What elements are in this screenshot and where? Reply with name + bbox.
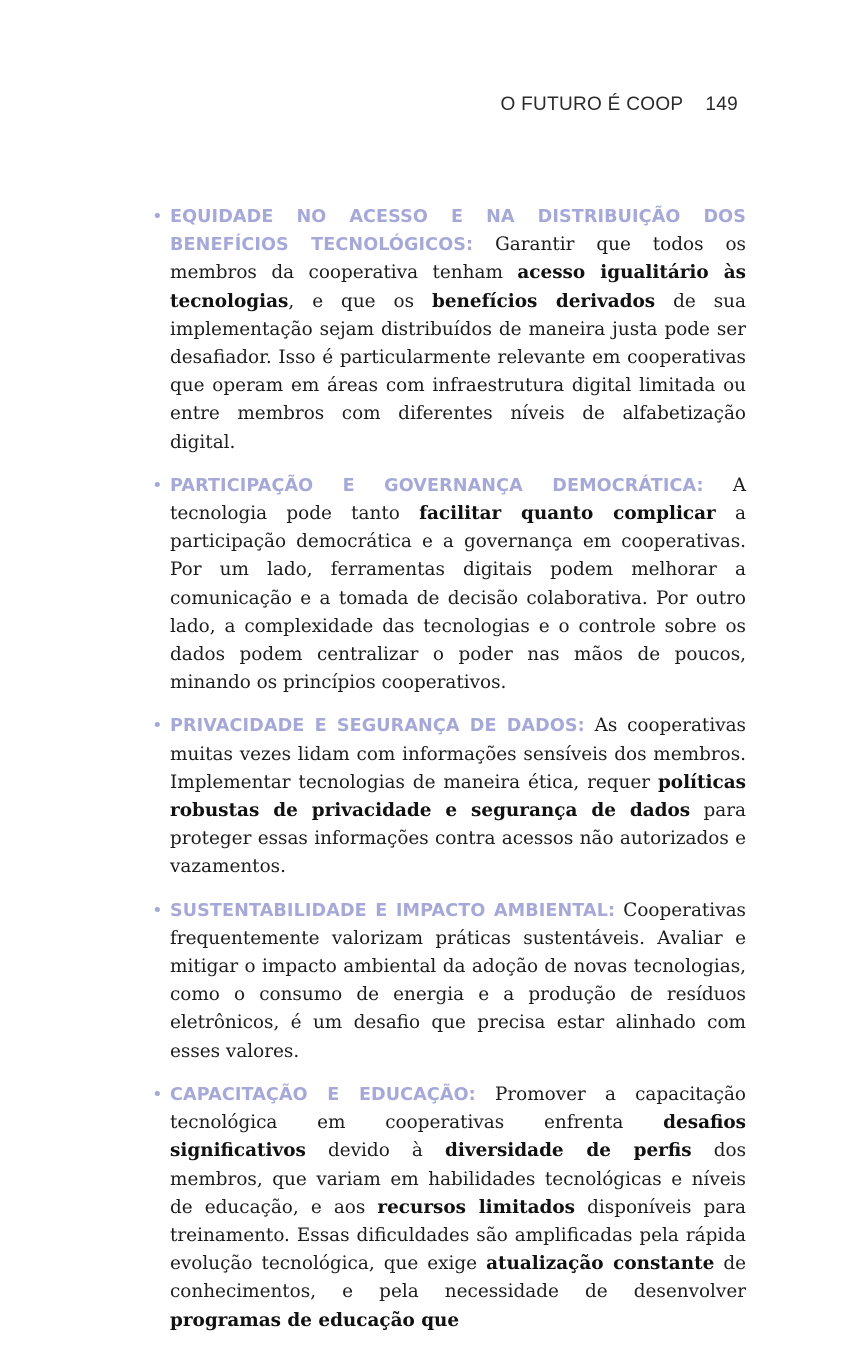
bullet-dot-icon: • — [152, 715, 163, 737]
list-item — [152, 203, 746, 457]
body-text: devido à — [305, 1140, 446, 1162]
emphasis-text: benefícios derivados — [432, 290, 656, 312]
body-text: Cooperativas frequentemente valorizam práticas sustentáveis. Avaliar e mitigar o impacto ambiental da adoção de novas tecnologias, como o consumo de energia e a produção de resíduos eletrônicos, é um desafio que precisa estar alinhado com esses valores. — [170, 899, 746, 1062]
bullet-dot-icon: • — [152, 899, 163, 921]
body-text: de sua implementação sejam distribuídos de maneira justa pode ser desafiador. Isso é particularmente relevante em cooperativas que operam em áreas com infraestrutura digital limitada ou entre membros com diferentes níveis de alfabetização digital. — [170, 290, 746, 453]
body-text: , e que os — [288, 290, 432, 312]
body-text: de conhecimentos, e pela necessidade de desenvolver — [170, 1253, 746, 1303]
emphasis-text: diversidade de perfis — [445, 1140, 692, 1162]
bullet-dot-icon: • — [152, 1083, 163, 1105]
emphasis-text: recursos limitados — [377, 1196, 576, 1218]
body-text: Garantir que todos os membros da cooperativa tenham — [170, 234, 746, 284]
body-text: As cooperativas muitas vezes lidam com informações sensíveis dos membros. Implementar tecnologias de maneira ética, requer — [170, 715, 746, 793]
body-text: dos membros, que variam em habilidades tecnológicas e níveis de educação, e aos — [170, 1140, 747, 1218]
item-title: SUSTENTABILIDADE E IMPACTO AMBIENTAL: — [170, 900, 616, 921]
emphasis-text: facilitar quanto complicar — [419, 503, 716, 525]
bullet-dot-icon: • — [152, 206, 163, 227]
page-number: 149 — [705, 94, 738, 115]
emphasis-text: programas de educação que — [170, 1309, 460, 1331]
emphasis-text: acesso igualitário às tecnologias — [170, 262, 746, 312]
body-text: para proteger essas informações contra acessos não autorizados e vazamentos. — [170, 800, 746, 878]
bullet-dot-icon: • — [152, 474, 163, 496]
item-title: PARTICIPAÇÃO E GOVERNANÇA DEMOCRÁTICA: — [170, 475, 704, 496]
item-title: PRIVACIDADE E SEGURANÇA DE DADOS: — [170, 716, 585, 737]
bullet-list — [152, 203, 746, 1350]
running-header — [500, 94, 738, 116]
list-item — [152, 712, 746, 881]
emphasis-text: políticas robustas de privacidade e segurança de dados — [170, 771, 746, 822]
body-text: disponíveis para treinamento. Essas dificuldades são amplificadas pela rápida evolução tecnológica, que exige — [170, 1196, 746, 1275]
emphasis-text: atualização constante — [486, 1253, 715, 1275]
list-item — [152, 897, 746, 1066]
list-item — [152, 472, 746, 698]
body-text: A tecnologia pode tanto — [170, 474, 746, 525]
emphasis-text: desafios significativos — [170, 1112, 746, 1162]
book-title: O FUTURO É COOP — [500, 94, 684, 115]
item-title: EQUIDADE NO ACESSO E NA DISTRIBUIÇÃO DOS BENEFÍCIOS TECNOLÓGICOS: — [170, 207, 746, 256]
item-title: CAPACITAÇÃO E EDUCAÇÃO: — [170, 1084, 476, 1105]
body-text: a participação democrática e a governança em cooperativas. Por um lado, ferramentas digitais podem melhorar a comunicação e a tomada de decisão colaborativa. Por outro lado, a complexidade das tecnologias e o controle sobre os dados podem centralizar o poder nas mãos de poucos, minando os princípios cooperativos. — [170, 503, 746, 694]
list-item — [152, 1081, 746, 1335]
body-text: Promover a capacitação tecnológica em cooperativas enfrenta — [170, 1083, 746, 1134]
